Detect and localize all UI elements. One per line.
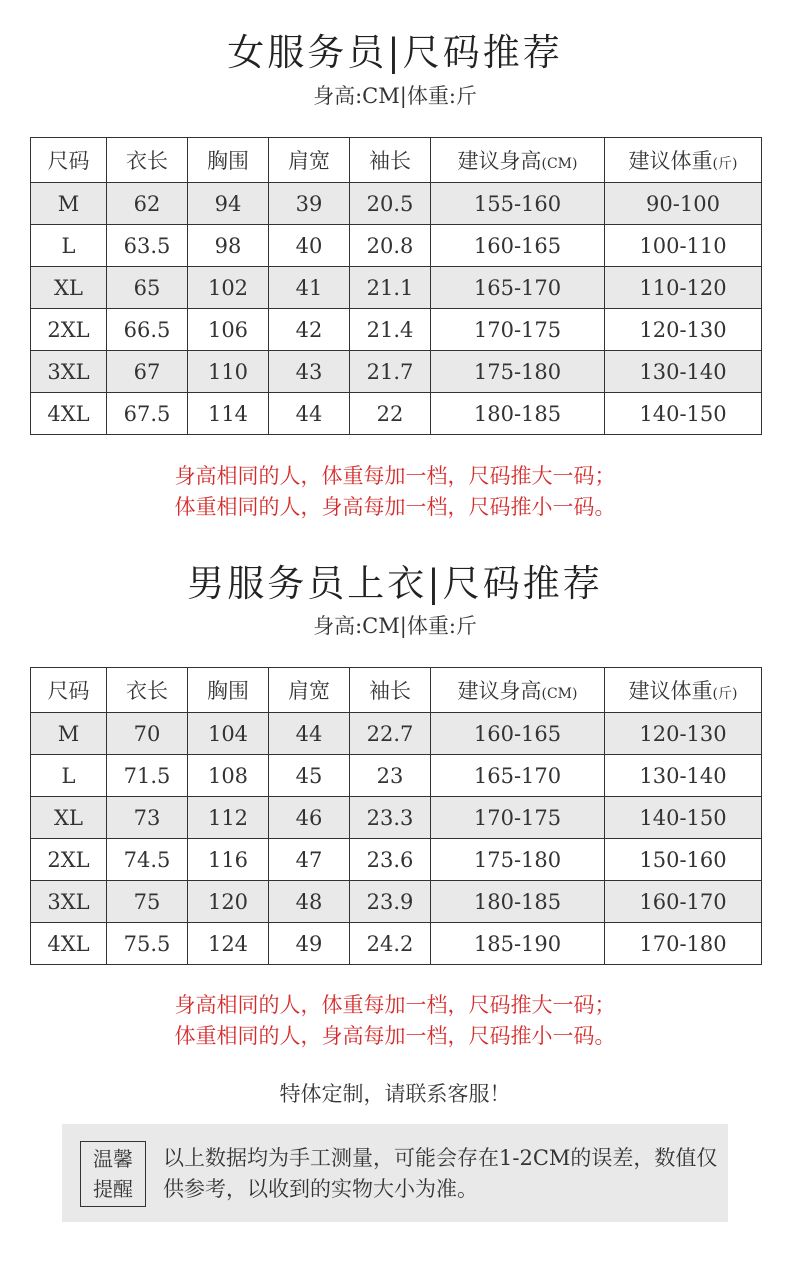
table-cell: 21.4 xyxy=(350,309,431,351)
table-cell: 4XL xyxy=(31,923,107,965)
table-cell: 3XL xyxy=(31,351,107,393)
table-cell: 116 xyxy=(188,839,269,881)
women-note-line-2: 体重相同的人，身高每加一档，尺码推小一码。 xyxy=(174,495,616,519)
table-row xyxy=(31,713,762,755)
header-height-unit: (CM) xyxy=(541,156,578,172)
table-cell: 42 xyxy=(269,309,350,351)
table-cell: 46 xyxy=(269,797,350,839)
header-shoulder: 肩宽 xyxy=(269,138,350,183)
table-cell: 21.7 xyxy=(350,351,431,393)
table-cell: M xyxy=(31,183,107,225)
table-cell: 23.6 xyxy=(350,839,431,881)
table-cell: 110 xyxy=(188,351,269,393)
table-cell: 112 xyxy=(188,797,269,839)
table-header-row xyxy=(31,138,762,183)
table-cell: 90-100 xyxy=(605,183,762,225)
table-cell: 39 xyxy=(269,183,350,225)
table-cell: 124 xyxy=(188,923,269,965)
table-cell: 22.7 xyxy=(350,713,431,755)
women-note-line-1: 身高相同的人，体重每加一档，尺码推大一码； xyxy=(174,464,616,488)
header-length: 衣长 xyxy=(107,668,188,713)
table-cell: 44 xyxy=(269,713,350,755)
table-cell: 2XL xyxy=(31,309,107,351)
table-cell: 48 xyxy=(269,881,350,923)
table-cell: 75 xyxy=(107,881,188,923)
header-height xyxy=(431,138,605,183)
table-cell: 100-110 xyxy=(605,225,762,267)
custom-size-contact: 特体定制，请联系客服！ xyxy=(279,1082,511,1106)
table-cell: 120-130 xyxy=(605,309,762,351)
header-size: 尺码 xyxy=(31,668,107,713)
tip-label-line-2: 提醒 xyxy=(93,1177,133,1201)
table-cell: 170-180 xyxy=(605,923,762,965)
table-cell: 49 xyxy=(269,923,350,965)
table-cell: 2XL xyxy=(31,839,107,881)
header-chest: 胸围 xyxy=(188,138,269,183)
table-row xyxy=(31,393,762,435)
men-title: 男服务员上衣|尺码推荐 xyxy=(187,562,603,605)
table-cell: 120-130 xyxy=(605,713,762,755)
table-cell: 3XL xyxy=(31,881,107,923)
table-row xyxy=(31,225,762,267)
table-cell: 114 xyxy=(188,393,269,435)
header-weight-unit: (斤) xyxy=(712,156,738,172)
header-weight xyxy=(605,138,762,183)
tip-label xyxy=(80,1141,146,1207)
table-cell: 104 xyxy=(188,713,269,755)
table-cell: 45 xyxy=(269,755,350,797)
table-cell: 160-170 xyxy=(605,881,762,923)
table-cell: 185-190 xyxy=(431,923,605,965)
table-cell: 4XL xyxy=(31,393,107,435)
table-cell: 130-140 xyxy=(605,755,762,797)
table-cell: 165-170 xyxy=(431,267,605,309)
header-length: 衣长 xyxy=(107,138,188,183)
table-cell: 110-120 xyxy=(605,267,762,309)
table-cell: 170-175 xyxy=(431,797,605,839)
table-cell: 65 xyxy=(107,267,188,309)
table-cell: 71.5 xyxy=(107,755,188,797)
header-sleeve: 袖长 xyxy=(350,668,431,713)
table-row xyxy=(31,923,762,965)
table-cell: 63.5 xyxy=(107,225,188,267)
table-cell: M xyxy=(31,713,107,755)
table-cell: 130-140 xyxy=(605,351,762,393)
tip-box xyxy=(62,1124,728,1222)
table-cell: L xyxy=(31,225,107,267)
table-cell: 180-185 xyxy=(431,393,605,435)
header-weight-label: 建议体重 xyxy=(628,679,713,703)
header-shoulder: 肩宽 xyxy=(269,668,350,713)
table-cell: 66.5 xyxy=(107,309,188,351)
table-cell: 67 xyxy=(107,351,188,393)
table-cell: 74.5 xyxy=(107,839,188,881)
table-cell: 155-160 xyxy=(431,183,605,225)
header-sleeve: 袖长 xyxy=(350,138,431,183)
table-cell: 165-170 xyxy=(431,755,605,797)
table-header-row xyxy=(31,668,762,713)
table-cell: 23 xyxy=(350,755,431,797)
table-cell: 24.2 xyxy=(350,923,431,965)
men-note-line-2: 体重相同的人，身高每加一档，尺码推小一码。 xyxy=(174,1024,616,1048)
table-cell: 47 xyxy=(269,839,350,881)
table-cell: 170-175 xyxy=(431,309,605,351)
table-cell: 41 xyxy=(269,267,350,309)
table-cell: 73 xyxy=(107,797,188,839)
table-cell: 175-180 xyxy=(431,839,605,881)
table-row xyxy=(31,839,762,881)
table-cell: 98 xyxy=(188,225,269,267)
table-row xyxy=(31,797,762,839)
men-subtitle: 身高:CM|体重:斤 xyxy=(313,614,477,638)
table-cell: 106 xyxy=(188,309,269,351)
table-cell: XL xyxy=(31,797,107,839)
table-cell: 20.5 xyxy=(350,183,431,225)
table-cell: 43 xyxy=(269,351,350,393)
men-note-line-1: 身高相同的人，体重每加一档，尺码推大一码； xyxy=(174,993,616,1017)
table-cell: 22 xyxy=(350,393,431,435)
header-weight xyxy=(605,668,762,713)
table-cell: L xyxy=(31,755,107,797)
table-row xyxy=(31,309,762,351)
table-cell: 40 xyxy=(269,225,350,267)
header-chest: 胸围 xyxy=(188,668,269,713)
table-row xyxy=(31,755,762,797)
header-weight-label: 建议体重 xyxy=(628,149,713,173)
table-cell: 180-185 xyxy=(431,881,605,923)
table-cell: 94 xyxy=(188,183,269,225)
header-size: 尺码 xyxy=(31,138,107,183)
table-row xyxy=(31,183,762,225)
header-height xyxy=(431,668,605,713)
table-cell: 70 xyxy=(107,713,188,755)
table-cell: 102 xyxy=(188,267,269,309)
table-cell: 62 xyxy=(107,183,188,225)
table-cell: 44 xyxy=(269,393,350,435)
women-subtitle: 身高:CM|体重:斤 xyxy=(313,84,477,108)
tip-label-line-1: 温馨 xyxy=(93,1147,133,1171)
header-height-label: 建议身高 xyxy=(457,679,542,703)
header-height-unit: (CM) xyxy=(541,686,578,702)
table-cell: 67.5 xyxy=(107,393,188,435)
table-row xyxy=(31,267,762,309)
table-row xyxy=(31,881,762,923)
women-size-note xyxy=(0,461,790,523)
women-title: 女服务员|尺码推荐 xyxy=(227,31,563,74)
table-cell: 140-150 xyxy=(605,393,762,435)
men-size-note xyxy=(0,990,790,1052)
table-cell: 160-165 xyxy=(431,225,605,267)
table-cell: 20.8 xyxy=(350,225,431,267)
table-row xyxy=(31,351,762,393)
tip-text: 以上数据均为手工测量，可能会存在1-2CM的误差，数值仅供参考，以收到的实物大小为准。 xyxy=(163,1146,718,1201)
table-cell: 160-165 xyxy=(431,713,605,755)
table-cell: 150-160 xyxy=(605,839,762,881)
table-cell: 175-180 xyxy=(431,351,605,393)
table-cell: 140-150 xyxy=(605,797,762,839)
table-cell: 75.5 xyxy=(107,923,188,965)
table-cell: 23.3 xyxy=(350,797,431,839)
header-weight-unit: (斤) xyxy=(712,686,738,702)
table-cell: 23.9 xyxy=(350,881,431,923)
table-cell: XL xyxy=(31,267,107,309)
men-size-table xyxy=(30,667,762,965)
women-size-table xyxy=(30,137,762,435)
table-cell: 21.1 xyxy=(350,267,431,309)
table-cell: 120 xyxy=(188,881,269,923)
table-cell: 108 xyxy=(188,755,269,797)
header-height-label: 建议身高 xyxy=(457,149,542,173)
